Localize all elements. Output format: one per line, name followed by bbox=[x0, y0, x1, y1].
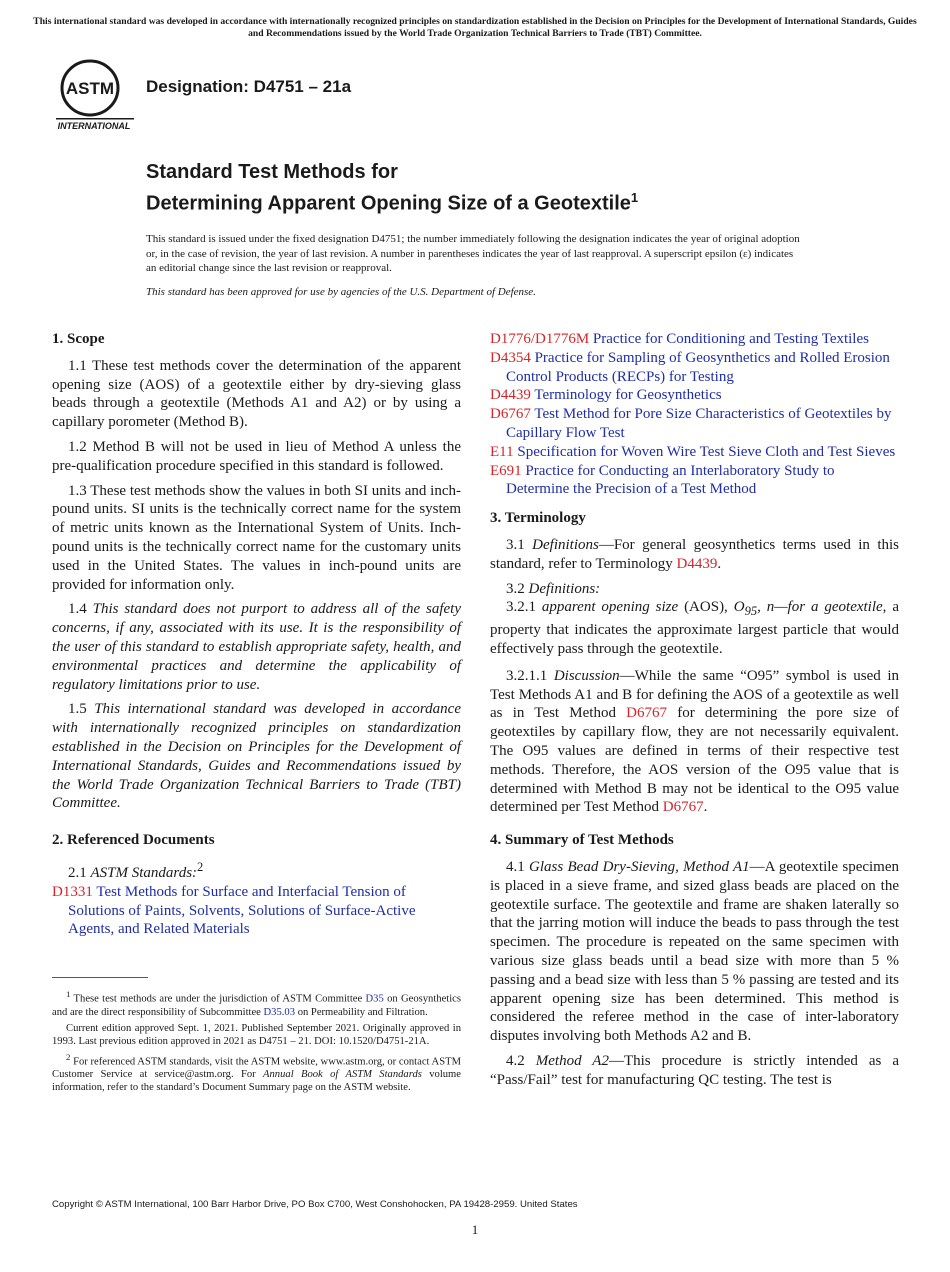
terminology-3-2: 3.2 Definitions: bbox=[506, 580, 601, 597]
link-d6767-a[interactable]: D6767 bbox=[626, 705, 668, 722]
terminology-3-1: 3.1 Definitions—For general geosynthetics terms used in this standard, refer to Terminology D4439. bbox=[490, 536, 899, 572]
link-d35[interactable]: D35 bbox=[365, 993, 384, 1005]
footnote-divider bbox=[52, 977, 148, 978]
summary-4-2: 4.2 Method A2—This procedure is strictly intended as a “Pass/Fail” test for manufacturing QC testing. The test is bbox=[490, 1052, 899, 1088]
ref-item-d4354[interactable]: D4354 Practice for Sampling of Geosynthetics and Rolled Erosion Control Products (RECPs) for Testing bbox=[490, 349, 890, 385]
title-line-2: Determining Apparent Opening Size of a Geotextile bbox=[146, 192, 631, 215]
scope-heading: 1. Scope bbox=[52, 331, 105, 347]
left-column bbox=[52, 330, 461, 939]
astm-logo bbox=[52, 58, 136, 134]
title-line-1: Standard Test Methods for bbox=[146, 161, 398, 183]
summary-4-1: 4.1 Glass Bead Dry-Sieving, Method A1—A geotextile specimen is placed in a sieve frame, and sized glass beads are placed on the geotextile surface. The geotextile and frame are shaken laterally so that the jarring motion will induce the beads to pass through the test specimen. The procedure is repeated on the same specimen with various size glass beads until a bead size with more than 5 % passing and a bead size with less than 5 % passing are tested and its apparent opening size has been determined. This method is considered the referee method in the case of inter-laboratory disputes involving both Methods A2 and B. bbox=[490, 858, 900, 1045]
issuance-note: This standard is issued under the fixed designation D4751; the number immediately following the designation indicates the year of original adoption or, in the case of revision, the year of last revision. A number in parentheses indicates the year of last reapproval. A superscript epsilon (ε) indicates an editorial change since the last revision or reapproval. bbox=[146, 233, 800, 274]
ref-item-d6767[interactable]: D6767 Test Method for Pore Size Characteristics of Geotextiles by Capillary Flow Test bbox=[490, 406, 892, 441]
copyright: Copyright © ASTM International, 100 Barr Harbor Drive, PO Box C700, West Conshohocken, PA 19428-2959. United States bbox=[52, 1199, 578, 1210]
terminology-3-2-1: 3.2.1 apparent opening size (AOS), $O_{95}$, n—for a geotextile, a property that indicates the approximate largest particle that would effectively pass through the geotextile. bbox=[490, 599, 899, 657]
ref-item-e11[interactable]: E11 Specification for Woven Wire Test Sieve Cloth and Test Sieves bbox=[490, 443, 896, 460]
ref-item-d1331[interactable]: D1331 Test Methods for Surface and Interfacial Tension of Solutions of Paints, Solvents, Solutions of Surface-Active Agents, and Related Materials bbox=[52, 883, 416, 938]
page-number: 1 bbox=[471, 1222, 479, 1237]
ref-item-d1776[interactable]: D1776/D1776M Practice for Conditioning and Testing Textiles bbox=[490, 331, 869, 347]
summary-heading: 4. Summary of Test Methods bbox=[490, 832, 674, 849]
scope-1-1: 1.1 These test methods cover the determination of the apparent opening size (AOS) of a geotextile either by dry-sieving glass beads through a geotextile (Methods A1 and A2) or by using a capillary porometer (Method B). bbox=[52, 357, 461, 431]
title-footnote-mark: 1 bbox=[630, 190, 639, 205]
header-note: This international standard was developed in accordance with internationally recognized principles on standardization established in the Decision on Principles for the Development of International Standards, Guides and Recommendations issued by the World Trade Organization Technical Barriers to Trade (TBT) Committee. bbox=[33, 16, 917, 39]
refdocs-heading: 2. Referenced Documents bbox=[52, 832, 215, 849]
ref-item-e691[interactable]: E691 Practice for Conducting an Interlaboratory Study to Determine the Precision of a Test Method bbox=[490, 462, 835, 498]
ref-item-d4439[interactable]: D4439 Terminology for Geosynthetics bbox=[490, 387, 722, 404]
scope-1-5: 1.5 This international standard was developed in accordance with internationally recognized principles on standardization established in the Decision on Principles for the Development of International Standards, Guides and Recommendations issued by the World Trade Organization Technical Barriers to Trade (TBT) Committee. bbox=[52, 701, 461, 812]
scope-1-3: 1.3 These test methods show the values in both SI units and inch-pound units. SI units is the technically correct name for the system of metric units known as the International System of Units. Inch-pound units is the technically correct name for the customary units used in the United States. The values in inch-pound units are provided for information only. bbox=[52, 482, 461, 593]
right-column bbox=[490, 330, 899, 1095]
footnote-edition: Current edition approved Sept. 1, 2021. Published September 2021. Originally approved in 1993. Last previous edition approved in 2021 as D4751 – 21. DOI: 10.1520/D4751-21A. bbox=[52, 1022, 461, 1047]
designation: Designation: D4751 – 21a bbox=[146, 77, 352, 96]
scope-1-2: 1.2 Method B will not be used in lieu of Method A unless the pre-qualification procedure specified in this standard is followed. bbox=[52, 438, 461, 474]
link-d4439[interactable]: D4439 bbox=[676, 555, 718, 572]
scope-1-4: 1.4 This standard does not purport to address all of the safety concerns, if any, associated with its use. It is the responsibility of the user of this standard to establish appropriate safety, health, and environmental practices and determine the applicability of regulatory limitations prior to use. bbox=[52, 601, 462, 693]
link-d35-03[interactable]: D35.03 bbox=[263, 1006, 296, 1018]
logo-letters: ASTM bbox=[65, 79, 115, 98]
approval-note: This standard has been approved for use by agencies of the U.S. Department of Defense. bbox=[146, 286, 536, 298]
footnote-1: $^1$ These test methods are under the jurisdiction of ASTM Committee D35 on Geosynthetics and are the direct responsibility of Subcommittee D35.03 on Permeability and Filtration. bbox=[52, 989, 461, 1018]
link-d6767-b[interactable]: D6767 bbox=[662, 799, 704, 816]
refdocs-2-1: 2.1 ASTM Standards:$^2$ bbox=[68, 859, 204, 881]
page-title bbox=[146, 160, 638, 217]
footnote-2: $^2$ For referenced ASTM standards, visit the ASTM website, www.astm.org, or contact ASTM Customer Service at service@astm.org. For Annual Book of ASTM Standards volume information, refer to the standard’s Document Summary page on the ASTM website. bbox=[52, 1051, 461, 1094]
terminology-3-2-1-1: 3.2.1.1 Discussion—While the same “O95” symbol is used in Test Methods A1 and B for defining the AOS of a geotextile as well as in Test Method D6767 for determining the pore size of geotextiles by capillary flow, they are not necessarily equivalent. The O95 values are defined in terms of their respective test methods. Therefore, the AOS version of the O95 value that is determined with Method B may not be identical to the O95 value determined per Test Method D6767. bbox=[490, 667, 900, 816]
footnotes bbox=[52, 988, 461, 1097]
terminology-heading: 3. Terminology bbox=[490, 510, 586, 527]
logo-word: INTERNATIONAL bbox=[57, 121, 131, 131]
